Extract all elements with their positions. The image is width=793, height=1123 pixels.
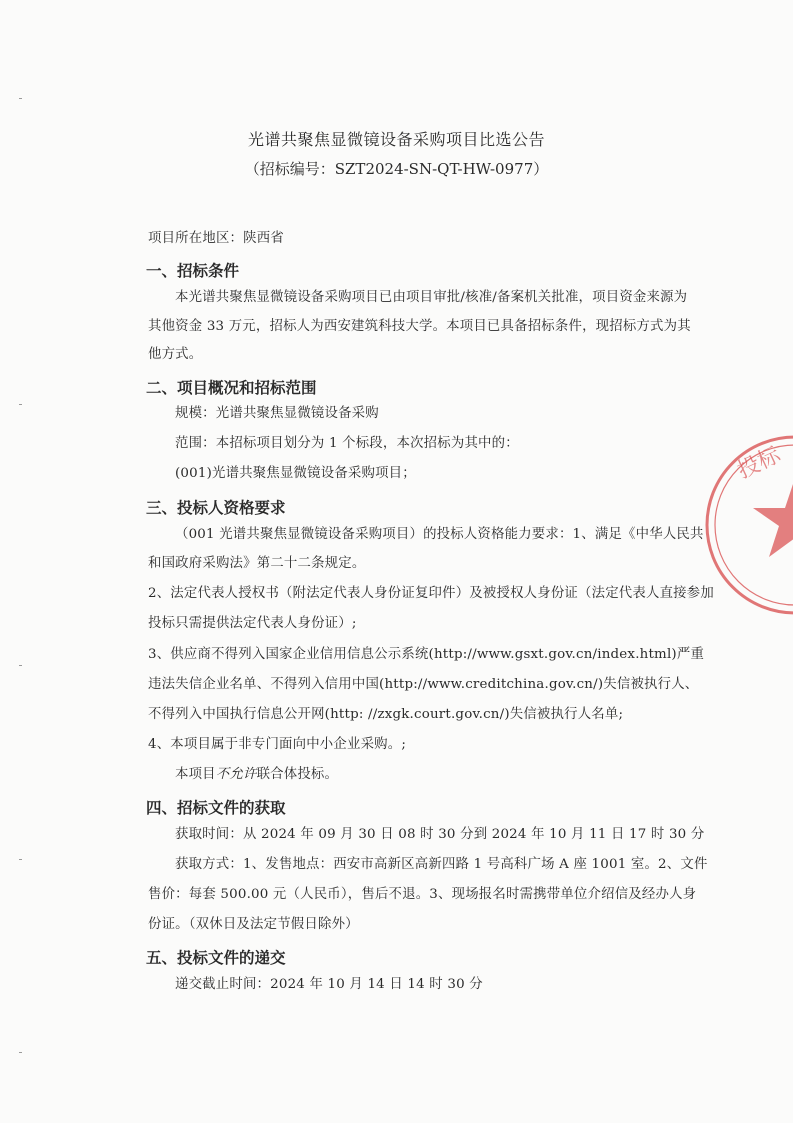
- document-title: 光谱共聚焦显微镜设备采购项目比选公告: [247, 130, 545, 149]
- paragraph-line: 获取方式：1、发售地点：西安市高新区高新四路 1 号高科广场 A 座 1001 室。2、文件: [175, 857, 708, 872]
- paragraph-line: 份证。（双休日及法定节假日除外）: [148, 917, 359, 932]
- paragraph-line: 本光谱共聚焦显微镜设备采购项目已由项目审批/核准/备案机关批准，项目资金来源为: [175, 290, 688, 305]
- paragraph-line: 其他资金 33 万元，招标人为西安建筑科技大学。本项目已具备招标条件，现招标方式为其: [148, 319, 691, 334]
- scan-speck: [19, 404, 22, 405]
- paragraph-line: 范围：本招标项目划分为 1 个标段，本次招标为其中的：: [175, 436, 519, 451]
- scan-speck: [19, 98, 22, 99]
- paragraph-line: 他方式。: [148, 347, 203, 362]
- consortium-line: [175, 767, 735, 783]
- paragraph-line: 投标只需提供法定代表人身份证）;: [148, 616, 357, 631]
- paragraph-line: 3、供应商不得列入国家企业信用信息公示系统(http://www.gsxt.gov.cn/index.html)严重: [148, 647, 705, 662]
- section-heading-2: 二、项目概况和招标范围: [146, 379, 317, 397]
- seal-stamp-icon: [700, 430, 793, 620]
- paragraph-line: 和国政府采购法》第二十二条规定。: [148, 556, 366, 571]
- section-heading-1: 一、招标条件: [146, 262, 240, 280]
- paragraph-line: 违法失信企业名单、不得列入信用中国(http://www.creditchina.gov.cn/)失信被执行人、: [148, 677, 699, 692]
- paragraph-line: 递交截止时间：2024 年 10 月 14 日 14 时 30 分: [175, 977, 483, 992]
- scan-speck: [19, 1052, 22, 1053]
- region-line: 项目所在地区：陕西省: [148, 231, 284, 246]
- section-heading-4: 四、招标文件的获取: [146, 799, 286, 817]
- section-heading-5: 五、投标文件的递交: [146, 949, 286, 967]
- paragraph-line: （001 光谱共聚焦显微镜设备采购项目）的投标人资格能力要求：1、满足《中华人民共: [175, 527, 704, 542]
- paragraph-line: 不得列入中国执行信息公开网(http: //zxgk.court.gov.cn/)失信被执行人名单;: [148, 707, 624, 722]
- consortium-value: 不允许: [215, 767, 257, 782]
- paragraph-line: 获取时间：从 2024 年 09 月 30 日 08 时 30 分到 2024 年 10 月 11 日 17 时 30 分: [175, 827, 705, 842]
- stamp-text: 投标: [733, 442, 785, 484]
- paragraph-line: 售价：每套 500.00 元（人民币），售后不退。3、现场报名时需携带单位介绍信及经办人身: [148, 887, 697, 902]
- scan-speck: [19, 859, 22, 860]
- paragraph-line: 4、本项目属于非专门面向中小企业采购。;: [148, 737, 407, 752]
- paragraph-line: 2、法定代表人授权书（附法定代表人身份证复印件）及被授权人身份证（法定代表人直接参加: [148, 586, 714, 601]
- tender-number: （招标编号：SZT2024-SN-QT-HW-0977）: [244, 160, 549, 178]
- section-heading-3: 三、投标人资格要求: [146, 499, 286, 517]
- paragraph-line: (001)光谱共聚焦显微镜设备采购项目；: [175, 466, 416, 481]
- paragraph-line: 规模：光谱共聚焦显微镜设备采购: [175, 406, 379, 421]
- consortium-prefix: 本项目: [175, 767, 216, 782]
- scan-speck: [19, 665, 22, 666]
- consortium-suffix: 联合体投标。: [256, 767, 339, 782]
